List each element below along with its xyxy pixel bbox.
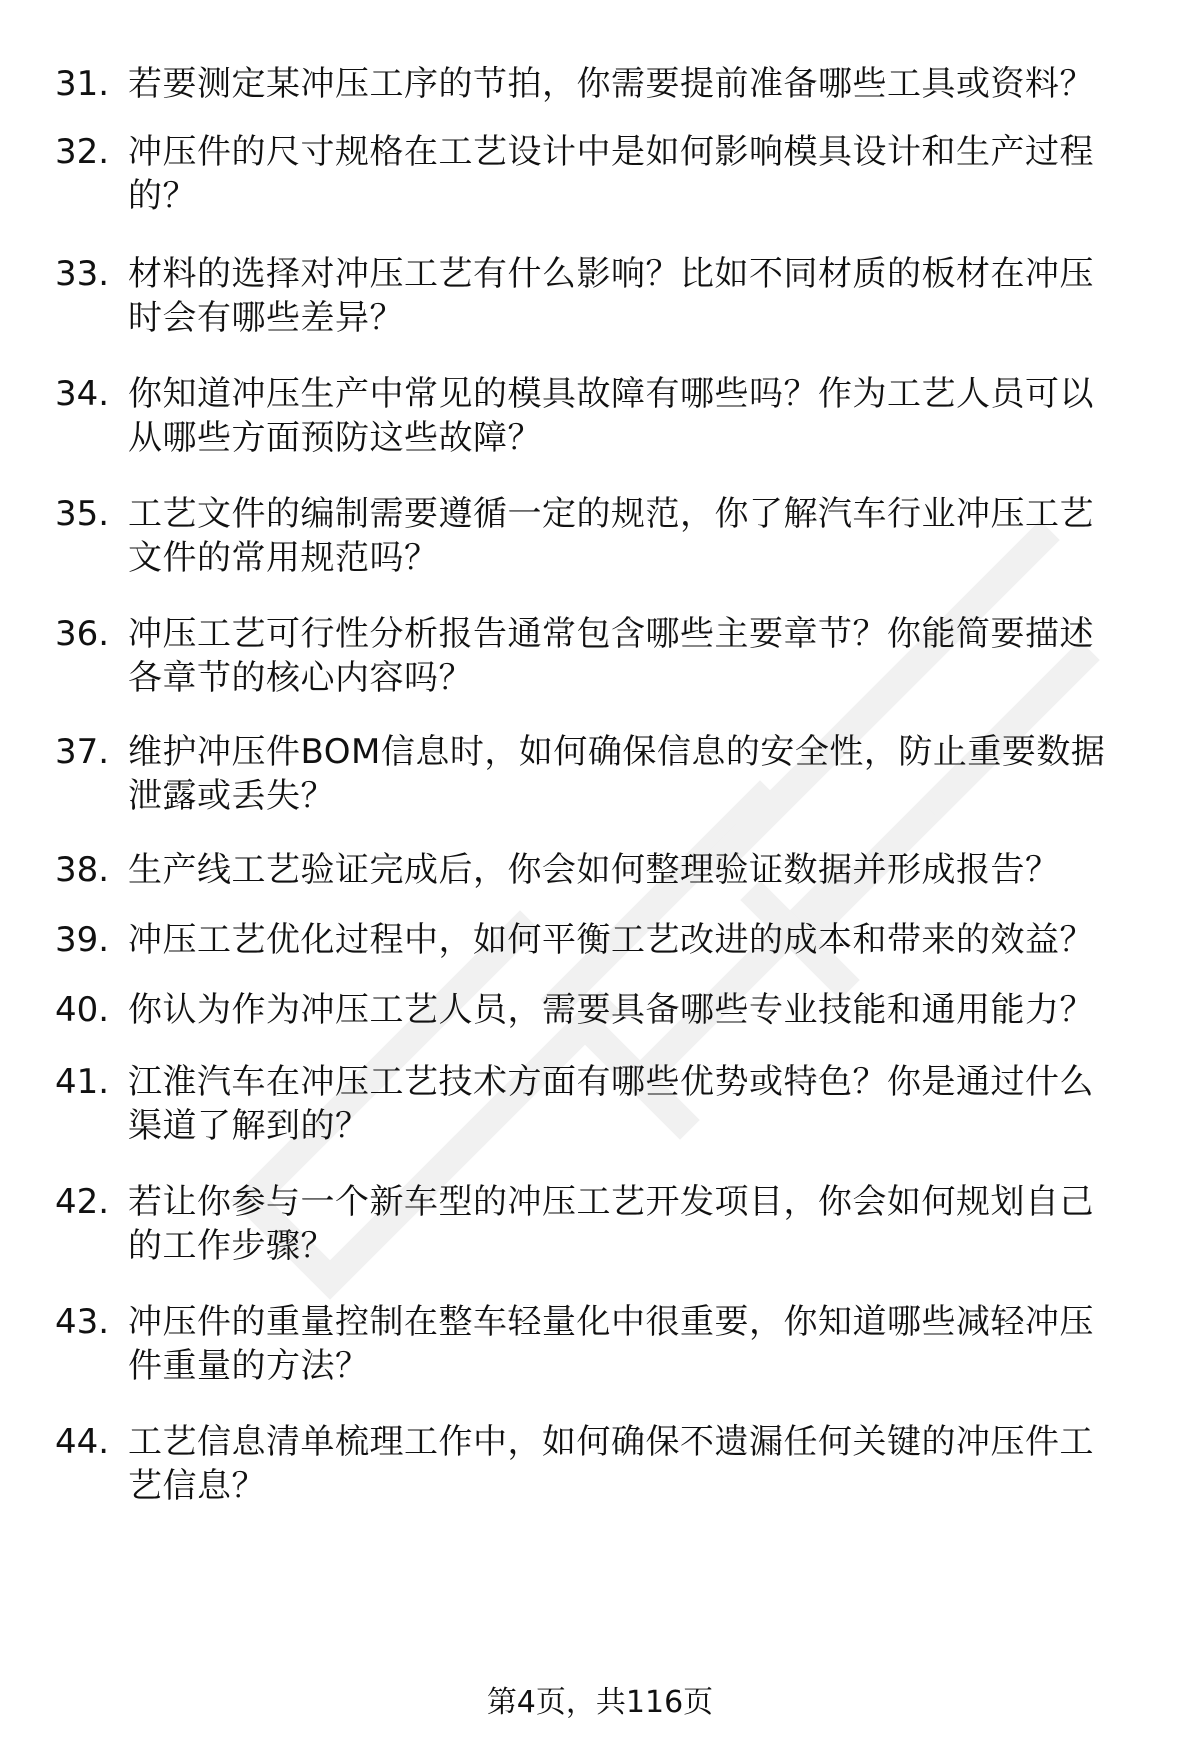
- question-number: 32.: [55, 132, 110, 172]
- question-number: 31.: [55, 64, 110, 104]
- question-number: 44.: [55, 1422, 110, 1462]
- question-text-line: 渠道了解到的？: [128, 1106, 370, 1146]
- question-text-line: 材料的选择对冲压工艺有什么影响？比如不同材质的板材在冲压: [128, 254, 1094, 294]
- question-number: 35.: [55, 494, 110, 534]
- question-number: 40.: [55, 990, 110, 1030]
- question-text-line: 件重量的方法？: [128, 1346, 370, 1386]
- question-number: 34.: [55, 374, 110, 414]
- question-text: [128, 730, 1153, 818]
- question-text-line: 若让你参与一个新车型的冲压工艺开发项目，你会如何规划自己: [128, 1182, 1094, 1222]
- page-footer: 第4页，共116页: [486, 1685, 714, 1720]
- question-text-line: 生产线工艺验证完成后，你会如何整理验证数据并形成报告？: [128, 850, 1060, 890]
- question-text-line: 的工作步骤？: [128, 1226, 335, 1266]
- question-number: 36.: [55, 614, 110, 654]
- question-text: [128, 1060, 1153, 1148]
- question-text: [128, 848, 1153, 892]
- question-text: [128, 1420, 1153, 1508]
- question-text-line: 江淮汽车在冲压工艺技术方面有哪些优势或特色？你是通过什么: [128, 1062, 1094, 1102]
- question-text-line: 你知道冲压生产中常见的模具故障有哪些吗？作为工艺人员可以: [128, 374, 1094, 414]
- question-text: [128, 372, 1153, 460]
- question-text-line: 冲压工艺优化过程中，如何平衡工艺改进的成本和带来的效益？: [128, 920, 1094, 960]
- question-number: 39.: [55, 920, 110, 960]
- question-number: 42.: [55, 1182, 110, 1222]
- question-text-line: 工艺文件的编制需要遵循一定的规范，你了解汽车行业冲压工艺: [128, 494, 1094, 534]
- question-text: [128, 62, 1153, 106]
- question-number: 41.: [55, 1062, 110, 1102]
- question-text: [128, 612, 1153, 700]
- question-text-line: 各章节的核心内容吗？: [128, 658, 473, 698]
- question-text: [128, 988, 1153, 1032]
- question-text: [128, 252, 1153, 340]
- question-number: 38.: [55, 850, 110, 890]
- question-text-line: 你认为作为冲压工艺人员，需要具备哪些专业技能和通用能力？: [128, 990, 1094, 1030]
- question-text-line: 泄露或丢失？: [128, 776, 335, 816]
- question-text-line: 时会有哪些差异？: [128, 298, 404, 338]
- question-text: [128, 1300, 1153, 1388]
- question-text: [128, 130, 1153, 218]
- question-text: [128, 1180, 1153, 1268]
- question-text-line: 工艺信息清单梳理工作中，如何确保不遗漏任何关键的冲压件工: [128, 1422, 1094, 1462]
- question-text-line: 冲压工艺可行性分析报告通常包含哪些主要章节？你能简要描述: [128, 614, 1094, 654]
- question-text-line: 冲压件的重量控制在整车轻量化中很重要，你知道哪些减轻冲压: [128, 1302, 1094, 1342]
- question-text-line: 冲压件的尺寸规格在工艺设计中是如何影响模具设计和生产过程: [128, 132, 1094, 172]
- question-number: 43.: [55, 1302, 110, 1342]
- question-text-line: 若要测定某冲压工序的节拍，你需要提前准备哪些工具或资料？: [128, 64, 1094, 104]
- question-text-line: 从哪些方面预防这些故障？: [128, 418, 542, 458]
- question-text-line: 文件的常用规范吗？: [128, 538, 439, 578]
- question-number: 33.: [55, 254, 110, 294]
- question-text-line: 的？: [128, 176, 197, 216]
- question-text: [128, 492, 1153, 580]
- question-text: [128, 918, 1153, 962]
- question-text-line: 艺信息？: [128, 1466, 266, 1506]
- question-number: 37.: [55, 732, 110, 772]
- question-text-line: 维护冲压件BOM信息时，如何确保信息的安全性，防止重要数据: [128, 732, 1106, 772]
